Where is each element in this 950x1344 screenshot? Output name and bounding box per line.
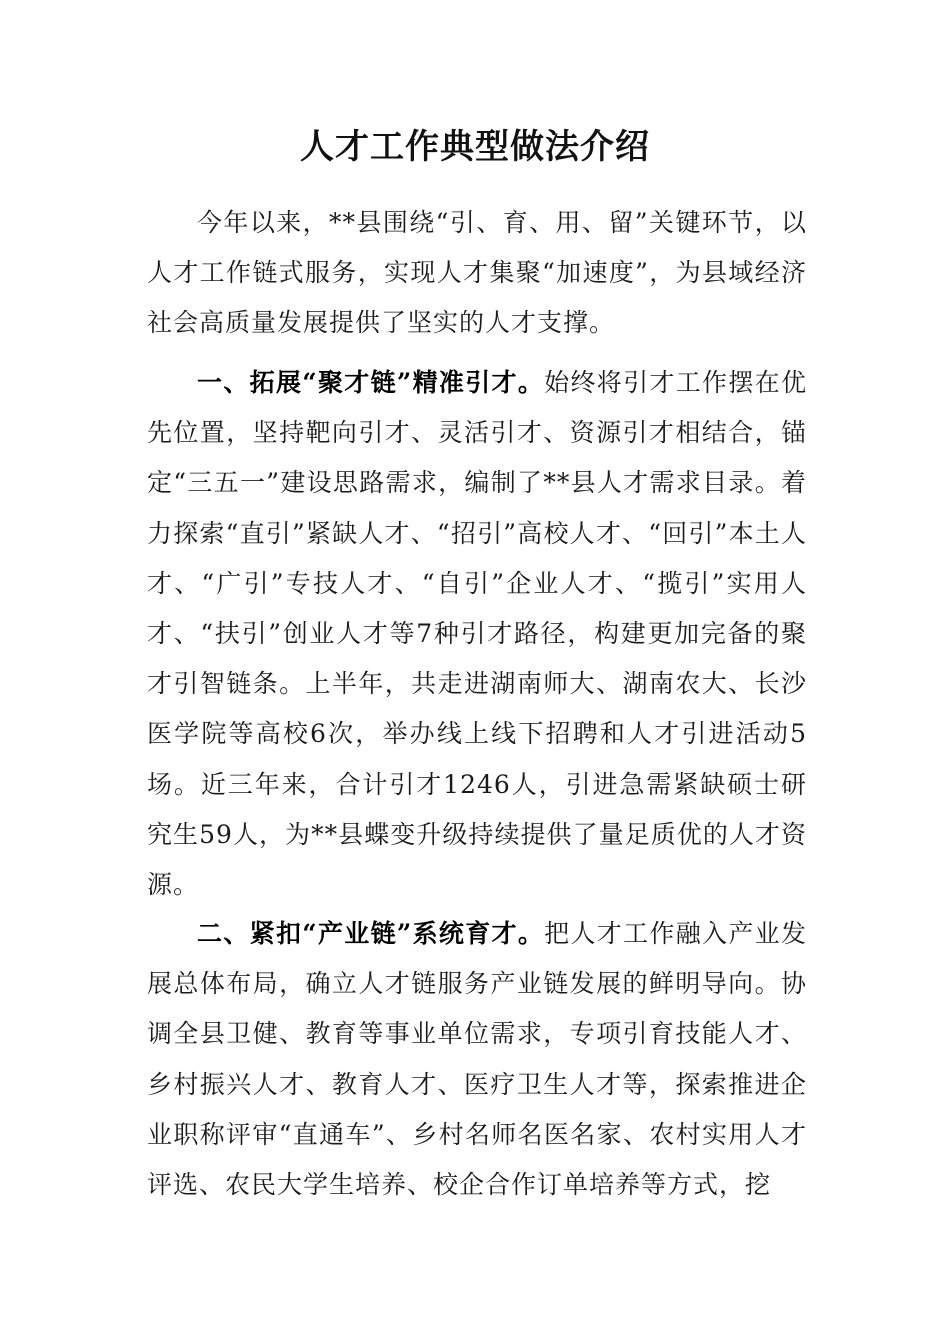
document-title: 人才工作典型做法介绍 <box>300 127 650 167</box>
paragraph-text: 今年以来，**县围绕“引、育、用、留”关键环节，以人才工作链式服务，实现人才集聚“加速度”，为县域经济社会高质量发展提供了坚实的人才支撑。 <box>147 208 807 338</box>
section-heading: 一、拓展“聚才链”精准引才。 <box>197 368 545 397</box>
paragraph-section-2 <box>147 909 807 1210</box>
paragraph-intro <box>147 198 807 349</box>
paragraph-section-1 <box>147 358 807 910</box>
paragraph-text: 始终将引才工作摆在优先位置，坚持靶向引才、灵活引才、资源引才相结合，锚定“三五一”建设思路需求，编制了**县人才需求目录。着力探索“直引”紧缺人才、“招引”高校人才、“回引”本土人才、“广引”专技人才、“自引”企业人才、“揽引”实用人才、“扶引”创业人才等7种引才路径，构建更加完备的聚才引智链条。上半年，共走进湖南师大、湖南农大、长沙医学院等高校6次，举办线上线下招聘和人才引进活动5场。近三年来，合计引才1246人，引进急需紧缺硕士研究生59人，为**县蝶变升级持续提供了量足质优的人才资源。 <box>147 368 807 900</box>
paragraph-text: 把人才工作融入产业发展总体布局，确立人才链服务产业链发展的鲜明导向。协调全县卫健、教育等事业单位需求，专项引育技能人才、乡村振兴人才、教育人才、医疗卫生人才等，探索推进企业职称评审“直通车”、乡村名师名医名家、农村实用人才评选、农民大学生培养、校企合作订单培养等方式，挖 <box>147 919 807 1200</box>
section-heading: 二、紧扣“产业链”系统育才。 <box>197 919 545 948</box>
